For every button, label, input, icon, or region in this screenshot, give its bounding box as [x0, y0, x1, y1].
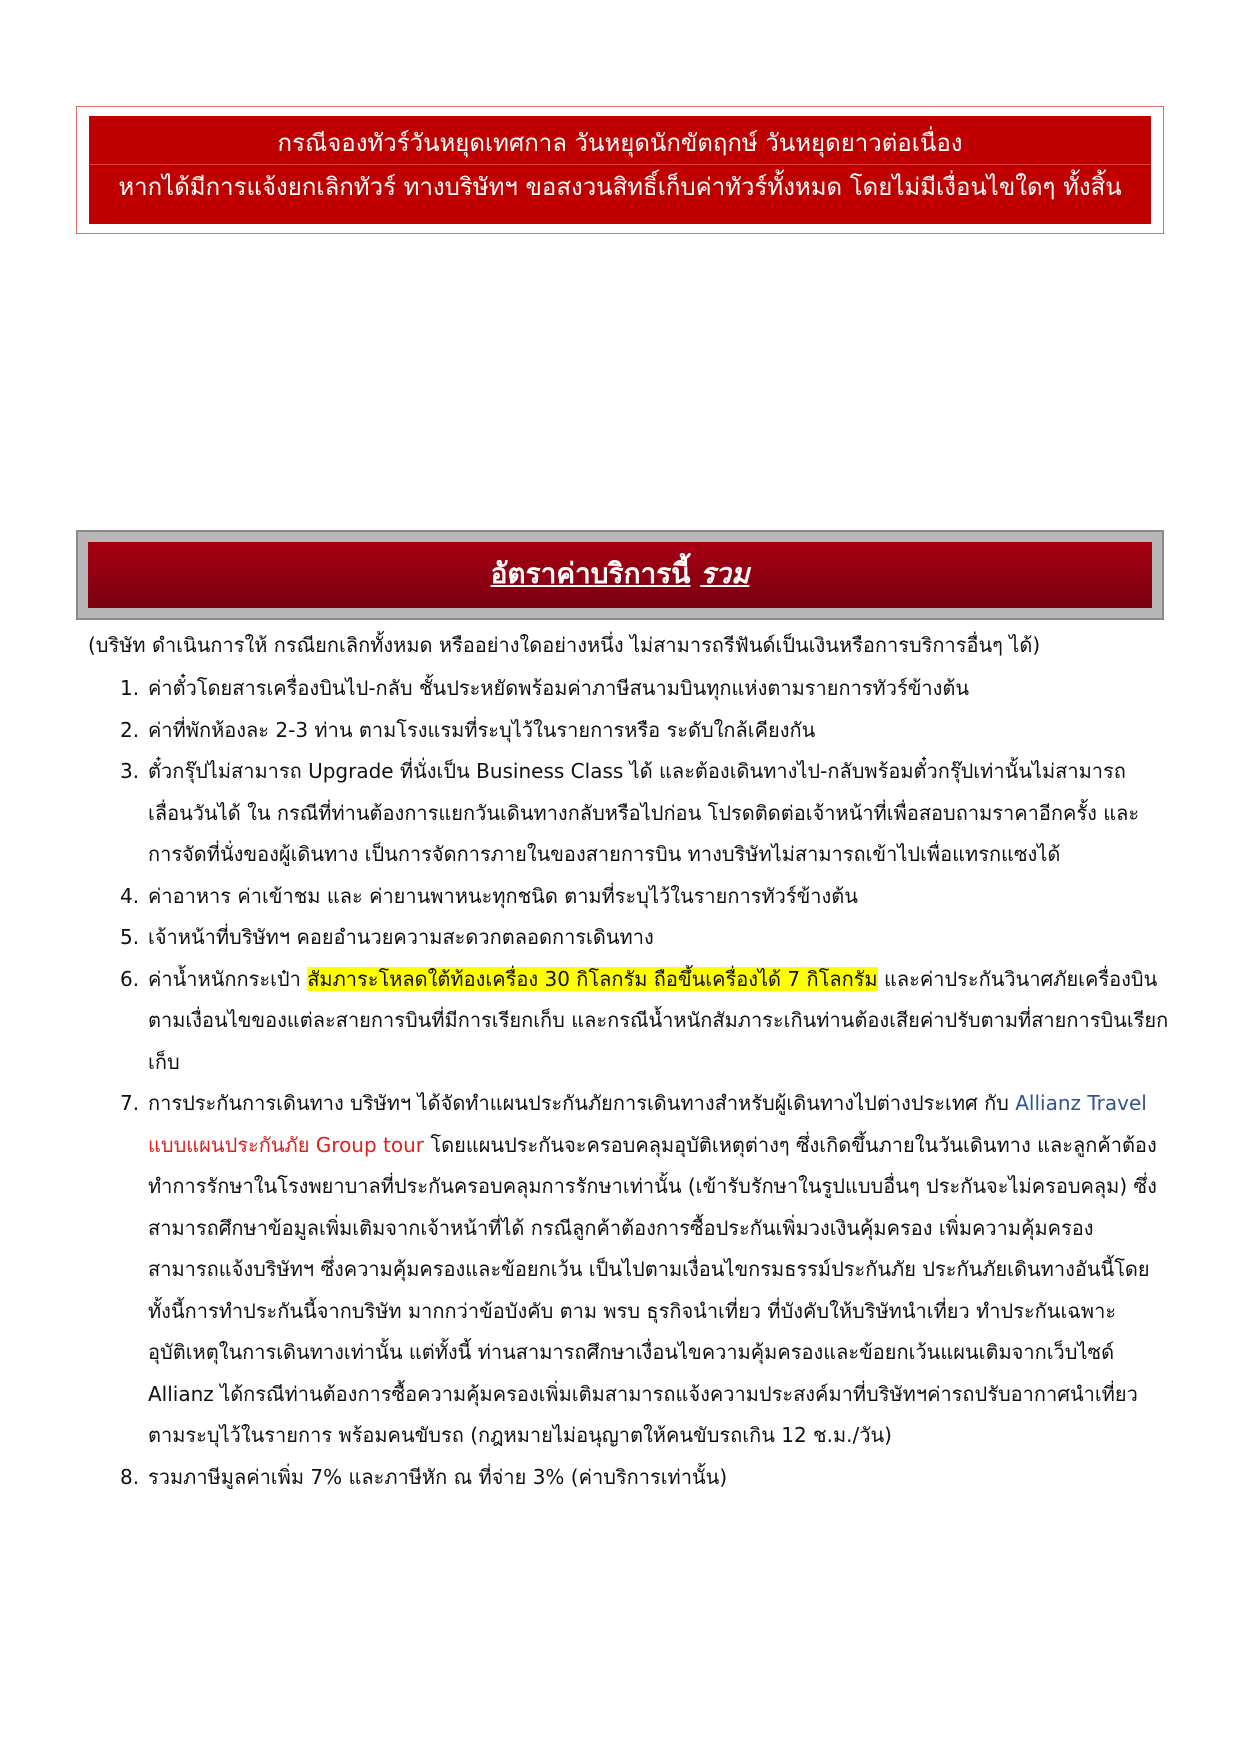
- section-title: [88, 554, 1152, 594]
- item-number: 3.: [120, 759, 140, 783]
- insurer-name: Allianz Travel: [1015, 1091, 1147, 1115]
- list-item: [120, 917, 1170, 959]
- notice-line-1: กรณีจองทัวร์วันหยุดเทศกาล วันหยุดนักขัตฤกษ์ วันหยุดยาวต่อเนื่อง: [277, 129, 963, 157]
- list-item: [120, 1083, 1170, 1457]
- list-item: [120, 959, 1170, 1084]
- item-text-after: โดยแผนประกันจะครอบคลุมอุบัติเหตุต่างๆ ซึ่งเกิดขึ้นภายในวันเดินทาง และลูกค้าต้องทำการรักษาในโรงพยาบาลที่ประกันครอบคลุมการรักษาเท่านั้น (เข้ารับรักษาในรูปแบบอื่นๆ ประกันจะไม่ครอบคลุม) ซึ่งสามารถศึกษาข้อมูลเพิ่มเติมจากเจ้าหน้าที่ได้ กรณีลูกค้าต้องการซื้อประกันเพิ่มวงเงินคุ้มครอง เพิ่มความคุ้มครอง สามารถแจ้งบริษัทฯ ซึ่งความคุ้มครองและข้อยกเว้น เป็นไปตามเงื่อนไขกรมธรรม์ประกันภัย ประกันภัยเดินทางอันนี้โดยทั้งนี้การทำประกันนี้จากบริษัท มากกว่าข้อบังคับ ตาม พรบ ธุรกิจนำเที่ยว ที่บังคับให้บริษัทนำเที่ยว ทำประกันเฉพาะอุบัติเหตุในการเดินทางเท่านั้น แต่ทั้งนี้ ท่านสามารถศึกษาเงื่อนไขความคุ้มครองและข้อยกเว้นแผนเติมจากเว็บไซด์ Allianz ได้กรณีท่านต้องการซื้อความคุ้มครองเพิ่มเติมสามารถแจ้งความประสงค์มาที่บริษัทฯค่ารถปรับอากาศนำเที่ยวตามระบุไว้ในรายการ พร้อมคนขับรถ (กฎหมายไม่อนุญาตให้คนขับรถเกิน 12 ช.ม./วัน): [148, 1132, 1157, 1447]
- included-items-list: [120, 668, 1170, 1498]
- section-title-main: อัตราค่าบริการนี้: [490, 557, 691, 590]
- section-banner: [76, 530, 1164, 620]
- item-number: 8.: [120, 1464, 140, 1489]
- section-banner-inner: [88, 542, 1152, 608]
- baggage-allowance-highlight: สัมภาระโหลดใต้ท้องเครื่อง 30 กิโลกรัม ถือขึ้นเครื่องได้ 7 กิโลกรัม: [307, 966, 878, 991]
- item-number: 4.: [120, 883, 140, 908]
- item-number: 2.: [120, 717, 140, 742]
- item-text: รวมภาษีมูลค่าเพิ่ม 7% และภาษีหัก ณ ที่จ่าย 3% (ค่าบริการเท่านั้น): [148, 1464, 728, 1489]
- insurance-plan-name: แบบแผนประกันภัย Group tour: [148, 1132, 425, 1157]
- item-number: 5.: [120, 925, 140, 949]
- list-item: [120, 876, 1170, 918]
- item-text-after: และค่าประกันวินาศภัยเครื่องบินตามเงื่อนไขของแต่ละสายการบินที่มีการเรียกเก็บ และกรณีน้ำหนักสัมภาระเกินท่านต้องเสียค่าปรับตามที่สายการบินเรียกเก็บ: [148, 966, 1169, 1074]
- list-item: [120, 668, 1170, 710]
- item-text: ค่าตั๋วโดยสารเครื่องบินไป-กลับ ชั้นประหยัดพร้อมค่าภาษีสนามบินทุกแห่งตามรายการทัวร์ข้างต้น: [148, 676, 970, 700]
- list-item: [120, 710, 1170, 752]
- item-text: ตั๋วกรุ๊ปไม่สามารถ Upgrade ที่นั่งเป็น Business Class ได้ และต้องเดินทางไป-กลับพร้อมตั๋วกรุ๊ปเท่านั้นไม่สามารถเลื่อนวันได้ ใน กรณีที่ท่านต้องการแยกวันเดินทางกลับหรือไปก่อน โปรดติดต่อเจ้าหน้าที่เพื่อสอบถามราคาอีกครั้ง และการจัดที่นั่งของผู้เดินทาง เป็นการจัดการภายในของสายการบิน ทางบริษัทไม่สามารถเข้าไปเพื่อแทรกแซงได้: [148, 759, 1140, 866]
- item-text-before: ค่าน้ำหนักกระเป๋า: [148, 966, 308, 991]
- item-text: ค่าอาหาร ค่าเข้าชม และ ค่ายานพาหนะทุกชนิด ตามที่ระบุไว้ในรายการทัวร์ข้างต้น: [148, 883, 858, 908]
- notice-divider: [89, 164, 1151, 165]
- item-number: 7.: [120, 1091, 140, 1115]
- notice-line-2: หากได้มีการแจ้งยกเลิกทัวร์ ทางบริษัทฯ ขอสงวนสิทธิ์เก็บค่าทัวร์ทั้งหมด โดยไม่มีเงื่อนไขใดๆ ทั้งสิ้น: [118, 173, 1122, 201]
- intro-note: (บริษัท ดำเนินการให้ กรณียกเลิกทั้งหมด หรืออย่างใดอย่างหนึ่ง ไม่สามารถรีฟันด์เป็นเงินหรือการบริการอื่นๆ ได้): [88, 633, 1041, 657]
- item-number: 6.: [120, 966, 140, 991]
- list-item: [120, 1457, 1170, 1499]
- item-number: 1.: [120, 676, 140, 700]
- item-text: ค่าที่พักห้องละ 2-3 ท่าน ตามโรงแรมที่ระบุไว้ในรายการหรือ ระดับใกล้เคียงกัน: [148, 717, 816, 742]
- holiday-notice-frame: [76, 106, 1164, 234]
- list-item: [120, 751, 1170, 876]
- section-title-emphasis: รวม: [700, 557, 750, 590]
- item-text-before: การประกันการเดินทาง บริษัทฯ ได้จัดทำแผนประกันภัยการเดินทางสำหรับผู้เดินทางไปต่างประเทศ กับ: [148, 1091, 1016, 1115]
- holiday-notice-box: [89, 116, 1151, 224]
- item-text: เจ้าหน้าที่บริษัทฯ คอยอำนวยความสะดวกตลอดการเดินทาง: [148, 925, 654, 949]
